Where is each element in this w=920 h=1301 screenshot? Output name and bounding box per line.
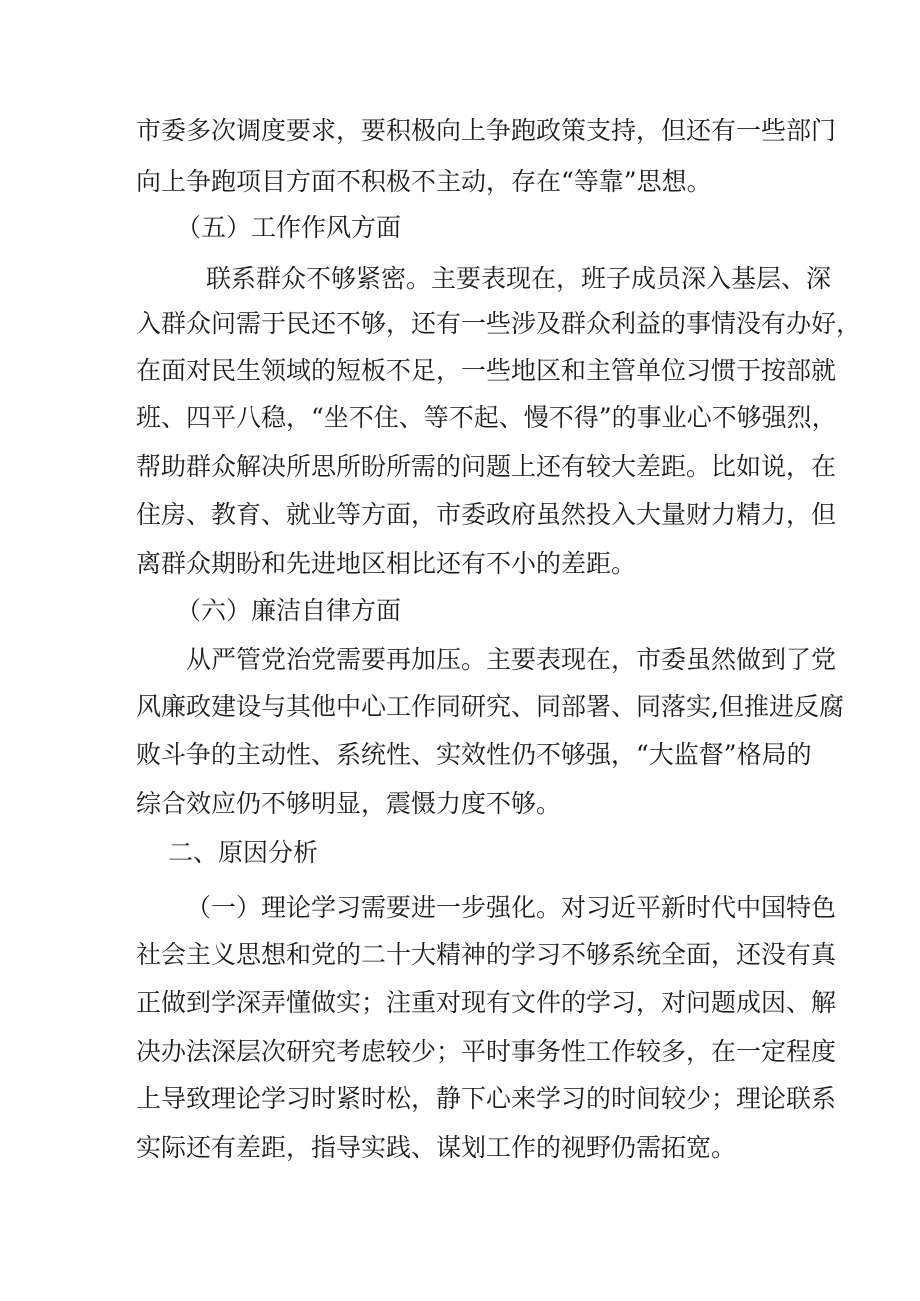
paragraph-line: 综合效应仍不够明显，震慑力度不够。 [136,789,562,818]
paragraph-line: 决办法深层次研究考虑较少；平时事务性工作较多，在一定程度 [136,1037,837,1066]
paragraph-line: 离群众期盼和先进地区相比还有不小的差距。 [136,549,637,578]
paragraph-line: 帮助群众解决所思所盼所需的问题上还有较大差距。比如说，在 [136,452,837,481]
section-heading-integrity: （六）廉洁自律方面 [176,596,402,625]
paragraph-line: 在面对民生领域的短板不足，一些地区和主管单位习惯于按部就 [136,356,837,385]
paragraph-line: 实际还有差距，指导实践、谋划工作的视野仍需拓宽。 [136,1133,737,1162]
paragraph-line: （一）理论学习需要进一步强化。对习近平新时代中国特色 [186,893,837,922]
paragraph-line: 从严管党治党需要再加压。主要表现在，市委虽然做到了党 [186,645,837,674]
paragraph-line: 联系群众不够紧密。主要表现在，班子成员深入基层、深 [206,264,832,293]
paragraph-line: 班、四平八稳，“坐不住、等不起、慢不得”的事业心不够强烈， [136,403,837,432]
paragraph-line: 上导致理论学习时紧时松，静下心来学习的时间较少；理论联系 [136,1084,837,1113]
section-heading-cause-analysis: 二、原因分析 [168,838,319,867]
section-heading-work-style: （五）工作作风方面 [176,213,402,242]
paragraph-line: 市委多次调度要求，要积极向上争跑政策支持，但还有一些部门 [136,116,837,145]
paragraph-line: 败斗争的主动性、系统性、实效性仍不够强，“大监督”格局的 [136,740,812,769]
paragraph-line: 向上争跑项目方面不积极不主动，存在“等靠”思想。 [136,167,712,196]
paragraph-line: 入群众问需于民还不够，还有一些涉及群众利益的事情没有办好， [136,309,862,338]
paragraph-line: 正做到学深弄懂做实；注重对现有文件的学习，对问题成因、解 [136,988,837,1017]
paragraph-line: 住房、教育、就业等方面，市委政府虽然投入大量财力精力，但 [136,500,837,529]
paragraph-line: 社会主义思想和党的二十大精神的学习不够系统全面，还没有真 [136,940,837,969]
paragraph-line: 风廉政建设与其他中心工作同研究、同部署、同落实,但推进反腐 [136,692,844,721]
